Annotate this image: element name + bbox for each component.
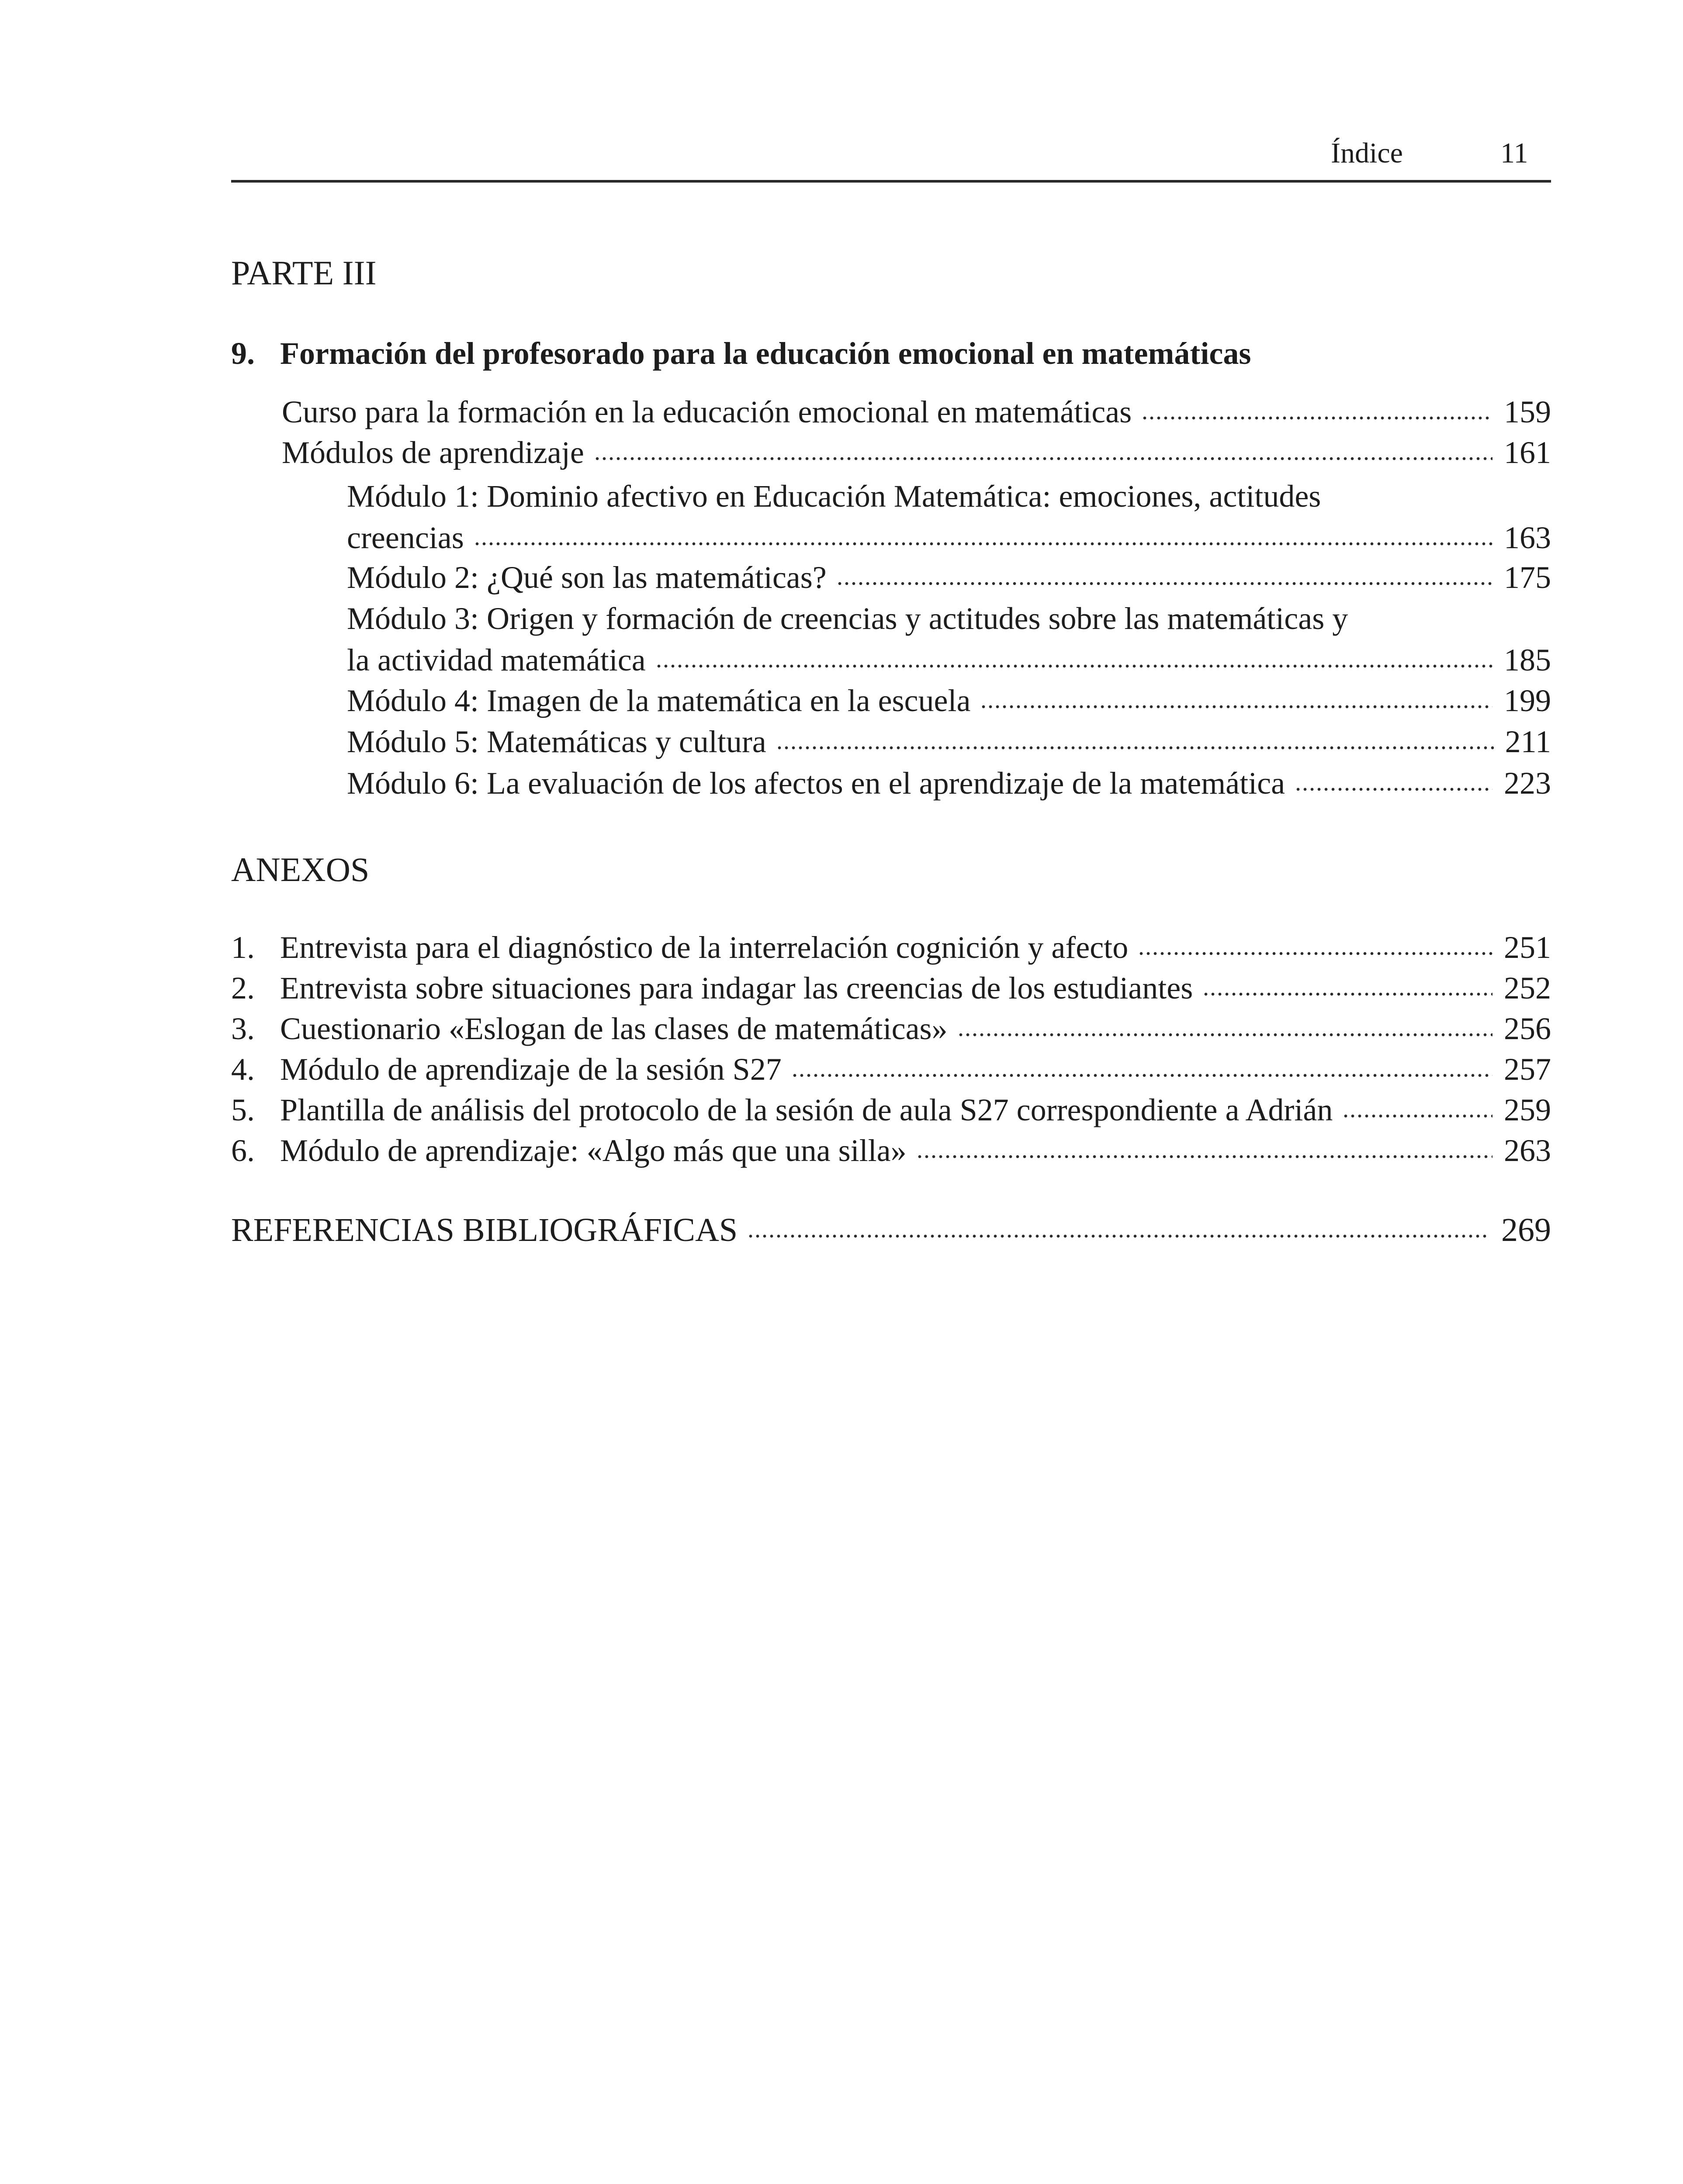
dot-leader — [1141, 414, 1493, 422]
dot-leader — [1138, 949, 1493, 958]
dot-leader — [474, 539, 1493, 548]
annex-page: 252 — [1504, 971, 1551, 1006]
annex-entry[interactable] — [231, 1130, 1551, 1171]
page-number: 11 — [1500, 137, 1528, 169]
dot-leader — [1342, 1112, 1493, 1120]
chapter-number: 9. — [231, 336, 255, 371]
toc-entry-title: Módulo 4: Imagen de la matemática en la escuela — [347, 683, 971, 718]
toc-entry-page: 211 — [1505, 724, 1551, 759]
annex-title: ANEXOS — [231, 850, 370, 888]
chapter-title: Formación del profesorado para la educación emocional en matemáticas — [280, 336, 1251, 371]
annex-title-text: Módulo de aprendizaje: «Algo más que una silla» — [280, 1133, 907, 1168]
dot-leader — [776, 743, 1494, 752]
toc-entry-page: 199 — [1504, 683, 1551, 718]
running-header-title: Índice — [1331, 137, 1403, 169]
toc-entry[interactable] — [282, 392, 1551, 432]
annex-entry[interactable] — [231, 1049, 1551, 1089]
annex-entry[interactable] — [231, 927, 1551, 968]
references-entry[interactable] — [231, 1210, 1551, 1250]
toc-entry[interactable] — [347, 640, 1551, 680]
toc-entry-page: 163 — [1504, 520, 1551, 555]
toc-entry-line: Módulo 3: Origen y formación de creencias y actitudes sobre las matemáticas y — [347, 601, 1348, 636]
references-page: 269 — [1501, 1212, 1551, 1248]
toc-entry-title: Módulo 5: Matemáticas y cultura — [347, 724, 766, 759]
annex-page: 259 — [1504, 1092, 1551, 1127]
annex-title-text: Entrevista para el diagnóstico de la interrelación cognición y afecto — [280, 930, 1129, 965]
toc-entry-page: 161 — [1504, 435, 1551, 470]
dot-leader — [594, 454, 1493, 463]
annex-entry[interactable] — [231, 1009, 1551, 1049]
dot-leader — [916, 1152, 1493, 1161]
annex-title-text: Cuestionario «Eslogan de las clases de matemáticas» — [280, 1011, 948, 1046]
toc-entry[interactable] — [282, 432, 1551, 473]
annex-title-text: Entrevista sobre situaciones para indagar las creencias de los estudiantes — [280, 971, 1193, 1006]
dot-leader — [747, 1232, 1490, 1241]
toc-entry-page: 223 — [1504, 766, 1551, 801]
toc-entry-title: creencias — [347, 520, 464, 555]
toc-entry-line: Módulo 1: Dominio afectivo en Educación Matemática: emociones, actitudes — [347, 479, 1321, 514]
annex-number: 6. — [231, 1133, 255, 1168]
toc-entry-page: 185 — [1504, 643, 1551, 677]
dot-leader — [791, 1071, 1493, 1080]
toc-entry-title: Módulo 2: ¿Qué son las matemáticas? — [347, 560, 827, 595]
toc-entry-page: 175 — [1504, 560, 1551, 595]
annex-entry[interactable] — [231, 968, 1551, 1008]
annex-number: 4. — [231, 1052, 255, 1087]
annex-number: 1. — [231, 930, 255, 965]
toc-entry[interactable] — [347, 763, 1551, 803]
toc-entry[interactable] — [347, 722, 1551, 762]
annex-title-text: Plantilla de análisis del protocolo de la sesión de aula S27 correspondiente a Adrián — [280, 1092, 1333, 1127]
references-title: REFERENCIAS BIBLIOGRÁFICAS — [231, 1212, 738, 1248]
annex-page: 257 — [1504, 1052, 1551, 1087]
annex-page: 256 — [1504, 1011, 1551, 1046]
toc-entry[interactable] — [347, 557, 1551, 598]
dot-leader — [1295, 785, 1493, 794]
toc-entry-title: la actividad matemática — [347, 643, 646, 677]
dot-leader — [1202, 990, 1493, 999]
annex-entry[interactable] — [231, 1090, 1551, 1130]
part-title: PARTE III — [231, 254, 377, 292]
annex-number: 5. — [231, 1092, 255, 1127]
dot-leader — [957, 1030, 1493, 1039]
header-rule — [231, 180, 1551, 183]
toc-entry-title: Curso para la formación en la educación emocional en matemáticas — [282, 394, 1132, 429]
dot-leader — [836, 579, 1493, 588]
annex-number: 2. — [231, 971, 255, 1006]
annex-page: 263 — [1504, 1133, 1551, 1168]
toc-entry[interactable] — [347, 518, 1551, 558]
annex-title-text: Módulo de aprendizaje de la sesión S27 — [280, 1052, 782, 1087]
toc-entry-title: Módulos de aprendizaje — [282, 435, 584, 470]
toc-entry[interactable] — [347, 681, 1551, 721]
toc-entry-title: Módulo 6: La evaluación de los afectos en el aprendizaje de la matemática — [347, 766, 1285, 801]
annex-page: 251 — [1504, 930, 1551, 965]
dot-leader — [980, 702, 1493, 711]
toc-entry-page: 159 — [1504, 394, 1551, 429]
annex-number: 3. — [231, 1011, 255, 1046]
chapter-heading — [231, 338, 1481, 369]
dot-leader — [655, 662, 1493, 670]
